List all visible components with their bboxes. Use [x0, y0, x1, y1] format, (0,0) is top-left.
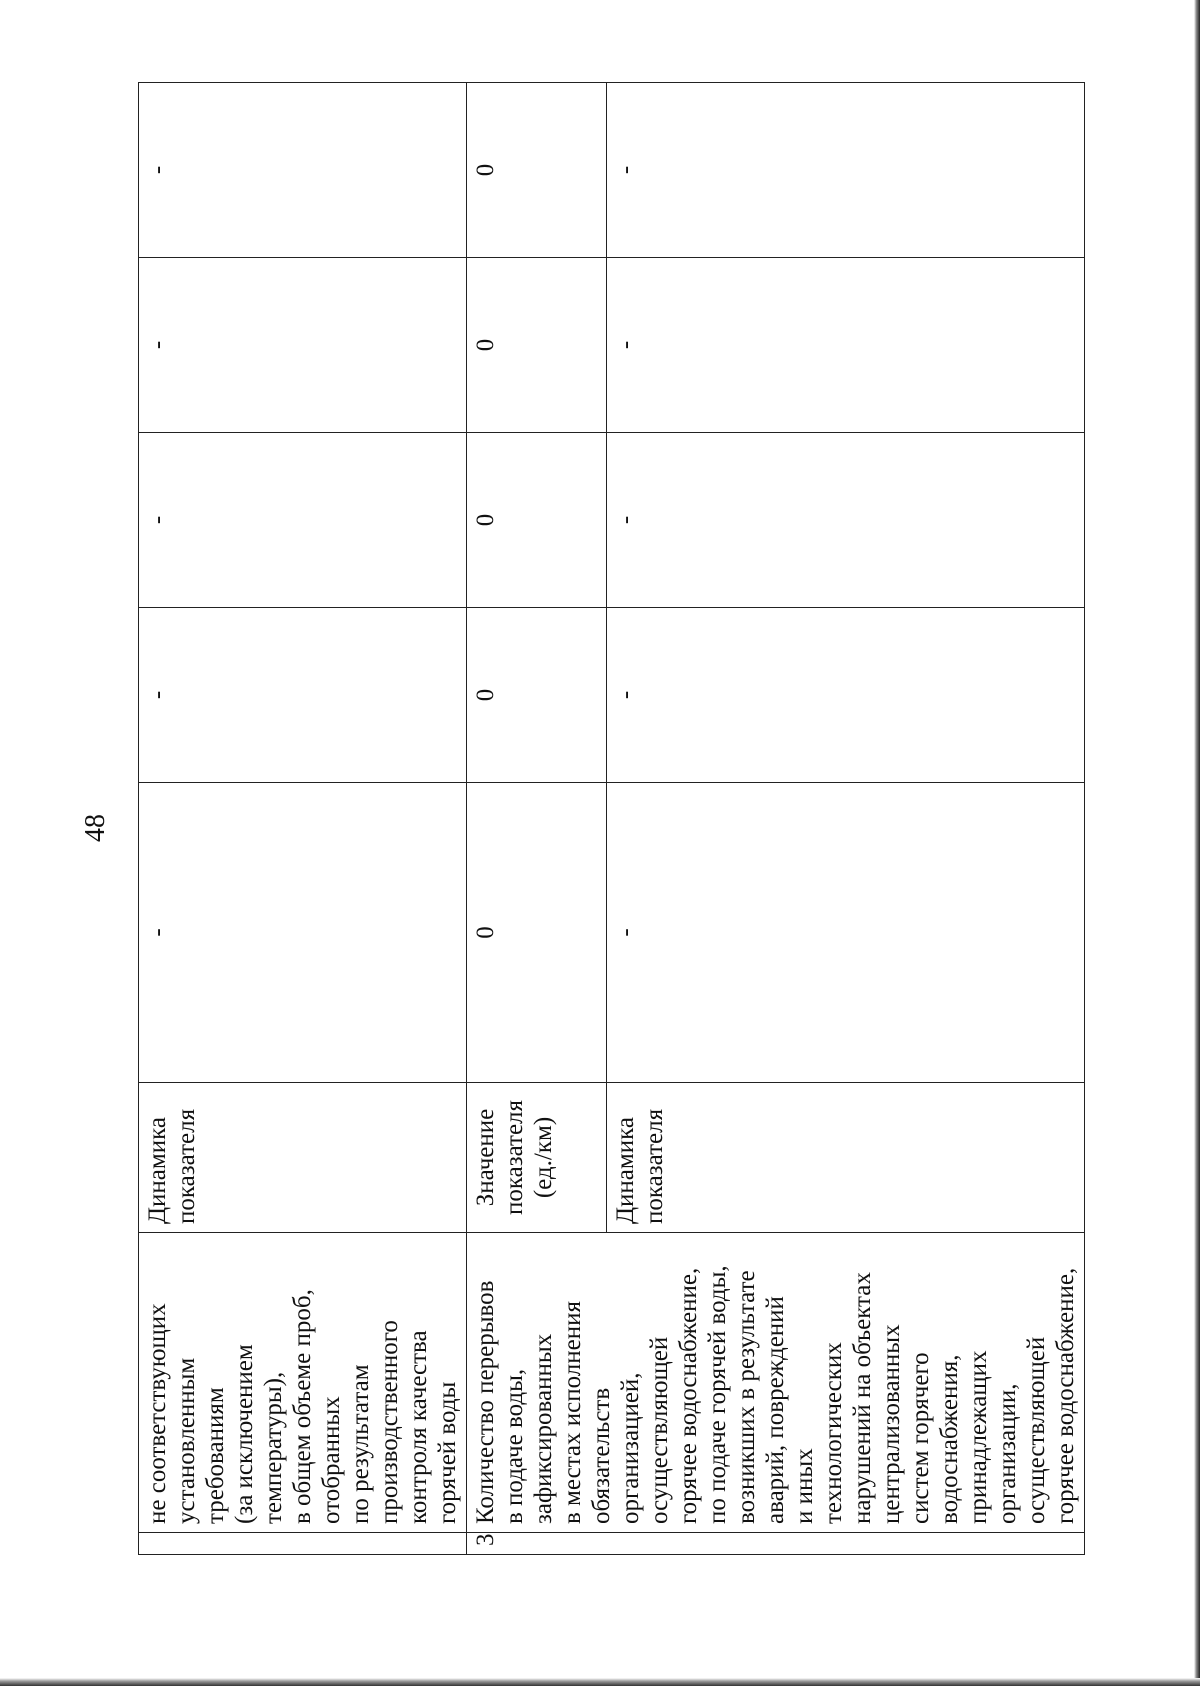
value-cell: 0 [467, 783, 607, 1083]
value-cell: - [607, 258, 1085, 433]
value-cell: - [139, 608, 467, 783]
row-number: 3 [467, 1533, 1085, 1555]
row-number [139, 1533, 467, 1555]
value-cell: 0 [467, 608, 607, 783]
row-description: не соответствующих установленным требованиям (за исключением температуры), в общем объеме проб, отобранных по результатам производственного контроля качества горячей воды [139, 1233, 467, 1533]
row-label-dynamic: Динамика показателя [607, 1083, 1085, 1233]
value-cell: 0 [467, 83, 607, 258]
value-cell: - [607, 608, 1085, 783]
page-edge-right [1194, 0, 1200, 1686]
table-row [139, 83, 467, 1555]
value-cell: 0 [467, 433, 607, 608]
value-cell: - [139, 83, 467, 258]
page-edge-bottom [0, 1678, 1200, 1686]
indicator-table [138, 82, 1085, 1555]
value-cell: 0 [467, 258, 607, 433]
table-row [467, 83, 607, 1555]
value-cell: - [139, 783, 467, 1083]
row-label: Динамика показателя [139, 1083, 467, 1233]
value-cell: - [139, 258, 467, 433]
value-cell: - [139, 433, 467, 608]
value-cell: - [607, 83, 1085, 258]
value-cell: - [607, 433, 1085, 608]
row-label-value: Значение показателя (ед./км) [467, 1083, 607, 1233]
rotated-table-container [138, 85, 1079, 1555]
row-description: Количество перерывов в подаче воды, зафиксированных в местах исполнения обязательств организацией, осуществляющей горячее водоснабжение, по подаче горячей воды, возникших в результате аварий, повреждений и иных технологических нарушений на объектах централизованных систем горячего водоснабжения, принадлежащих организации, осуществляющей горячее водоснабжение, [467, 1233, 1085, 1533]
page-number: 48 [80, 814, 111, 842]
value-cell: - [607, 783, 1085, 1083]
